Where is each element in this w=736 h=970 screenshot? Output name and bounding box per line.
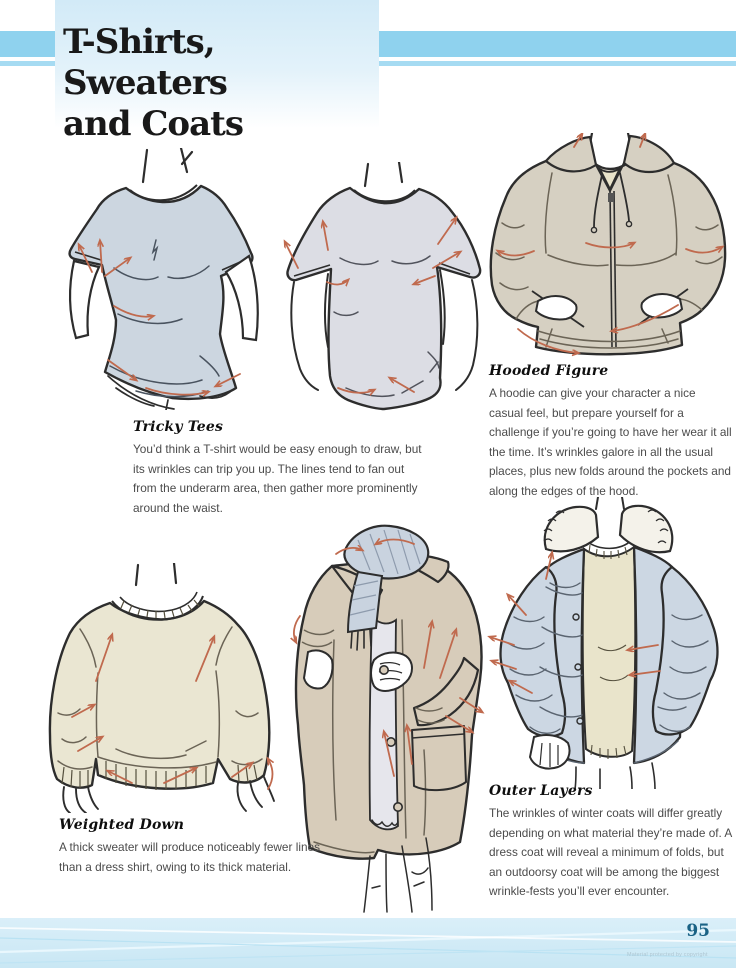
- caption-hooded-figure: [489, 363, 732, 501]
- title-line-2: and Coats: [63, 104, 243, 144]
- winter-parka-illustration: [480, 497, 736, 789]
- sweater-illustration: [36, 563, 276, 813]
- caption-body: A thick sweater will produce noticeably fewer lines than a dress shirt, owing to its thick material.: [59, 840, 320, 874]
- footer-streaks: [0, 918, 736, 968]
- title-line-1: T-Shirts, Sweaters: [63, 22, 227, 103]
- caption-body: You’d think a T-shirt would be easy enough to draw, but its wrinkles can trip you up. The lines tend to fan out from the underarm area, then gather more prominently around the waist.: [133, 442, 422, 515]
- caption-outer-layers: [489, 783, 736, 902]
- page-title: [63, 22, 379, 145]
- caption-heading: Hooded Figure: [489, 363, 609, 379]
- caption-heading: Outer Layers: [489, 783, 593, 799]
- copyright-watermark: Material protected by copyright: [627, 951, 708, 958]
- caption-body: A hoodie can give your character a nice casual feel, but prepare yourself for a challenge if you’re going to have her wear it all the time. It’s wrinkles galore in all the usual places, plus new folds around the pockets and along the edges of the hood.: [489, 386, 732, 498]
- title-block: [55, 0, 379, 144]
- footer-band: [0, 918, 736, 968]
- loose-tshirt-illustration: [280, 162, 485, 414]
- fitted-tshirt-illustration: [50, 148, 270, 410]
- page-number: 95: [686, 921, 710, 941]
- caption-heading: Tricky Tees: [133, 419, 224, 435]
- caption-tricky-tees: [133, 419, 425, 518]
- hoodie-illustration: [482, 133, 735, 358]
- caption-weighted-down: [59, 817, 321, 877]
- caption-heading: Weighted Down: [59, 817, 185, 833]
- caption-body: The wrinkles of winter coats will differ greatly depending on what material they’re made of. A dress coat will reveal a minimum of folds, but an outdoorsy coat will be among the biggest wrinkle-fests you’ll ever encounter.: [489, 806, 732, 898]
